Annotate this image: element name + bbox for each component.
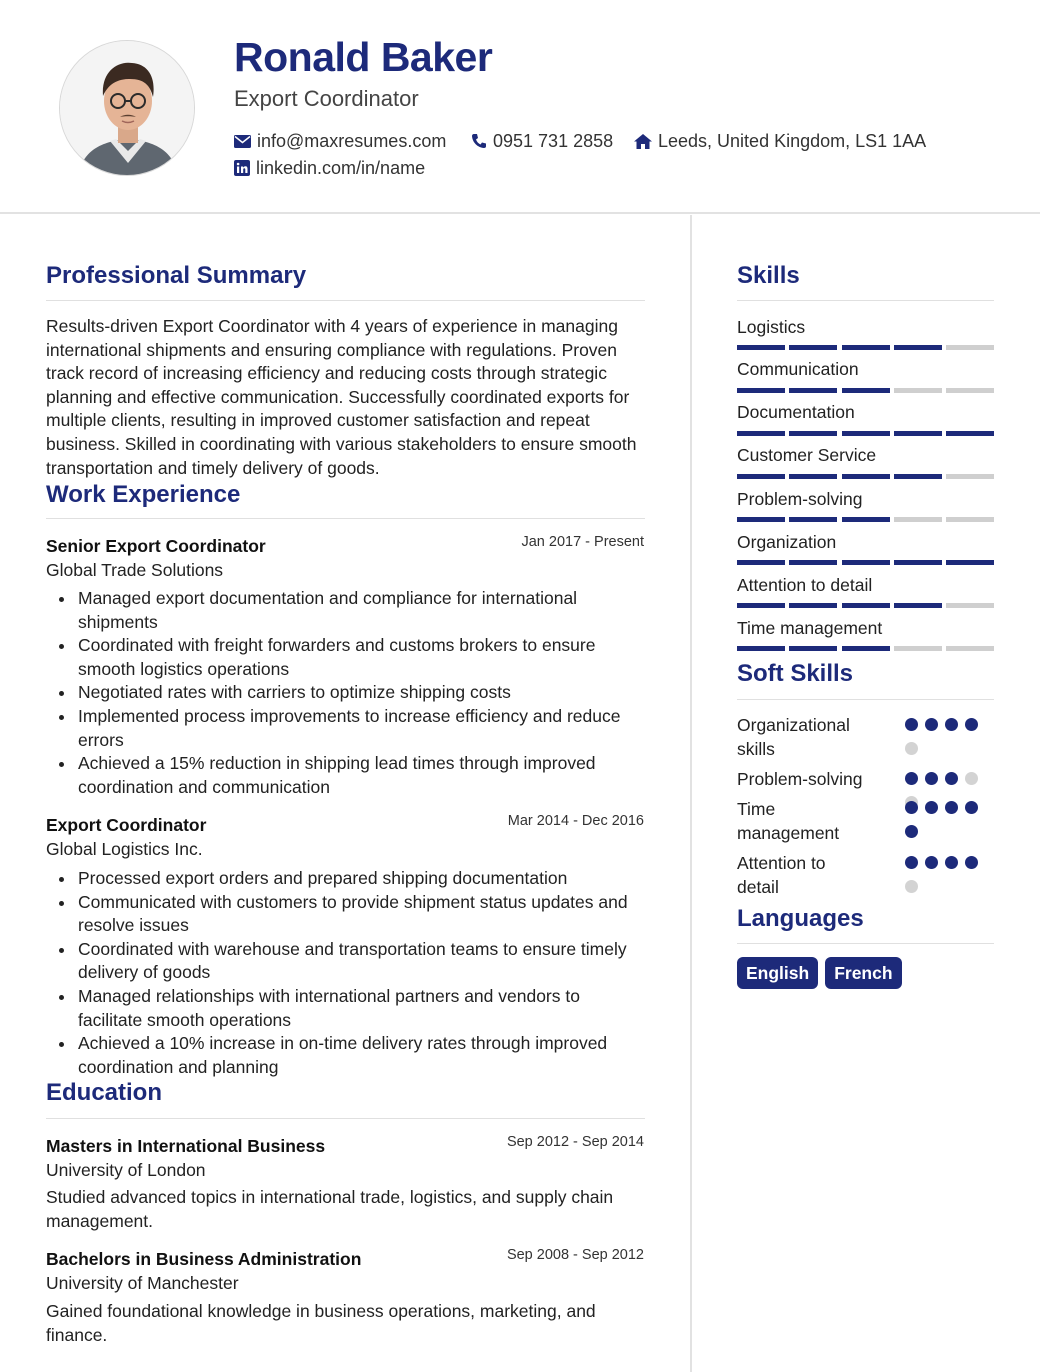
skill-bar-segment	[894, 431, 942, 436]
rating-dot	[965, 772, 978, 785]
language-badges	[737, 957, 909, 989]
rating-dot	[925, 772, 938, 785]
list-item: Managed relationships with international partners and vendors to facilitate smooth operations	[46, 985, 646, 1032]
skill-bar-segment	[894, 345, 942, 350]
list-item: Coordinated with warehouse and transportation teams to ensure timely delivery of goods	[46, 938, 646, 985]
rating-dot	[925, 856, 938, 869]
soft-skill-name: Problem-solving	[737, 769, 863, 789]
resume-header	[0, 0, 1040, 214]
skill-bar-segment	[789, 603, 837, 608]
language-badge: French	[825, 957, 901, 989]
list-item: Achieved a 10% increase in on-time delivery rates through improved coordination and planning	[46, 1032, 646, 1079]
degree-school-2: University of Manchester	[46, 1273, 239, 1293]
skill-name: Documentation	[737, 402, 855, 422]
skill-name: Organization	[737, 532, 837, 552]
rating-dot	[945, 856, 958, 869]
contact-email[interactable]	[234, 130, 446, 152]
summary-text: Results-driven Export Coordinator with 4 years of experience in managing international shipments and ensuring compliance with regulations. Proven track record of increasing efficiency and reducing costs through strategic planning and effective communication. Successfully coordinated exports for multiple clients, resulting in improved customer satisfaction and repeat business. Skilled in coordinating with various stakeholders to ensure smooth transportation and timely delivery of goods.	[46, 316, 637, 478]
skills-heading: Skills	[737, 262, 800, 289]
linkedin-text: linkedin.com/in/name	[256, 158, 426, 178]
rating-dot	[965, 856, 978, 869]
skill-bar-segment	[842, 646, 890, 651]
skill-name: Customer Service	[737, 445, 877, 465]
skill-bar-segment	[842, 431, 890, 436]
degree-dates-2: Sep 2008 - Sep 2012	[506, 1247, 644, 1263]
phone-icon	[471, 133, 487, 149]
contact-location	[634, 130, 926, 152]
job-bullets-1	[46, 587, 646, 799]
email-text: info@maxresumes.com	[257, 131, 447, 151]
skill-bar-segment	[842, 517, 890, 522]
contact-phone[interactable]	[471, 130, 613, 152]
rating-dot	[945, 801, 958, 814]
skills-rule	[737, 300, 994, 301]
skill-name: Attention to detail	[737, 575, 873, 595]
profile-photo	[59, 40, 195, 176]
skill-bar-segment	[894, 474, 942, 479]
rating-dot	[905, 718, 918, 731]
list-item: Implemented process improvements to increase efficiency and reduce errors	[46, 705, 646, 752]
skill-bar-segment	[946, 474, 994, 479]
envelope-icon	[234, 135, 251, 148]
home-icon	[634, 134, 652, 149]
soft-skill-rating	[905, 856, 985, 904]
skill-bar-segment	[946, 560, 994, 565]
skill-bar-segment	[737, 388, 785, 393]
location-text: Leeds, United Kingdom, LS1 1AA	[658, 131, 927, 151]
skill-bar-segment	[946, 603, 994, 608]
rating-dot	[965, 718, 978, 731]
linkedin-icon	[234, 160, 250, 176]
skill-bar-segment	[789, 345, 837, 350]
skill-bar-segment	[737, 603, 785, 608]
summary-heading: Professional Summary	[46, 262, 307, 289]
experience-heading: Work Experience	[46, 481, 241, 508]
rating-dot	[925, 718, 938, 731]
degree-dates-1: Sep 2012 - Sep 2014	[506, 1134, 644, 1150]
skill-level-bar	[737, 603, 994, 608]
soft-skill-name: Time management	[737, 799, 840, 843]
list-item: Achieved a 15% reduction in shipping lead times through improved coordination and communication	[46, 752, 646, 799]
soft-skill-name: Organizational skills	[737, 715, 850, 759]
skill-level-bar	[737, 560, 994, 565]
skill-name: Logistics	[737, 317, 806, 337]
skill-bar-segment	[946, 646, 994, 651]
rating-dot	[905, 880, 918, 893]
skill-bar-segment	[946, 388, 994, 393]
skill-bar-segment	[789, 517, 837, 522]
list-item: Coordinated with freight forwarders and customs brokers to ensure smooth logistics operations	[46, 634, 646, 681]
rating-dot	[945, 718, 958, 731]
skill-bar-segment	[894, 603, 942, 608]
education-heading: Education	[46, 1079, 163, 1106]
skill-level-bar	[737, 646, 994, 651]
skill-bar-segment	[894, 388, 942, 393]
skill-name: Communication	[737, 359, 859, 379]
job-dates-2: Mar 2014 - Dec 2016	[507, 813, 644, 829]
job-dates-1: Jan 2017 - Present	[521, 534, 644, 550]
summary-rule	[46, 300, 645, 301]
skill-level-bar	[737, 388, 994, 393]
skill-bar-segment	[894, 517, 942, 522]
column-divider	[690, 215, 692, 1372]
skill-level-bar	[737, 431, 994, 436]
skill-bar-segment	[842, 474, 890, 479]
candidate-title: Export Coordinator	[234, 86, 419, 111]
skill-bar-segment	[737, 431, 785, 436]
job-title-2: Export Coordinator	[46, 815, 207, 835]
skill-bar-segment	[737, 517, 785, 522]
skill-bar-segment	[894, 560, 942, 565]
skill-bar-segment	[789, 560, 837, 565]
soft-skills-heading: Soft Skills	[737, 660, 854, 687]
skill-bar-segment	[789, 431, 837, 436]
skill-bar-segment	[789, 388, 837, 393]
skill-bar-segment	[842, 345, 890, 350]
job-bullets-2	[46, 867, 646, 1079]
rating-dot	[905, 742, 918, 755]
contact-linkedin[interactable]	[234, 157, 425, 179]
degree-description-1: Studied advanced topics in international trade, logistics, and supply chain management.	[46, 1187, 614, 1231]
skill-bar-segment	[842, 603, 890, 608]
skill-level-bar	[737, 517, 994, 522]
skill-bar-segment	[737, 646, 785, 651]
job-company-1: Global Trade Solutions	[46, 560, 224, 580]
rating-dot	[905, 772, 918, 785]
language-badge: English	[737, 957, 818, 989]
rating-dot	[925, 801, 938, 814]
skill-bar-segment	[946, 517, 994, 522]
job-title-1: Senior Export Coordinator	[46, 536, 266, 556]
languages-rule	[737, 943, 994, 944]
degree-school-1: University of London	[46, 1160, 206, 1180]
languages-heading: Languages	[737, 905, 864, 932]
soft-skill-rating	[905, 801, 985, 849]
skill-level-bar	[737, 474, 994, 479]
rating-dot	[905, 801, 918, 814]
skill-name: Problem-solving	[737, 489, 863, 509]
skill-bar-segment	[946, 431, 994, 436]
soft-skills-rule	[737, 699, 994, 700]
experience-rule	[46, 518, 645, 519]
skill-bar-segment	[842, 560, 890, 565]
list-item: Communicated with customers to provide shipment status updates and resolve issues	[46, 891, 646, 938]
skill-bar-segment	[789, 474, 837, 479]
degree-title-2: Bachelors in Business Administration	[46, 1249, 362, 1269]
skill-name: Time management	[737, 618, 883, 638]
education-rule	[46, 1118, 645, 1119]
phone-text: 0951 731 2858	[493, 131, 614, 151]
skill-bar-segment	[789, 646, 837, 651]
degree-description-2: Gained foundational knowledge in business operations, marketing, and finance.	[46, 1301, 596, 1345]
skill-level-bar	[737, 345, 994, 350]
skill-bar-segment	[894, 646, 942, 651]
rating-dot	[945, 772, 958, 785]
list-item: Negotiated rates with carriers to optimize shipping costs	[46, 681, 646, 705]
list-item: Managed export documentation and compliance for international shipments	[46, 587, 646, 634]
skill-bar-segment	[946, 345, 994, 350]
rating-dot	[965, 801, 978, 814]
job-company-2: Global Logistics Inc.	[46, 839, 203, 859]
skill-bar-segment	[737, 560, 785, 565]
soft-skill-rating	[905, 718, 985, 766]
list-item: Processed export orders and prepared shipping documentation	[46, 867, 646, 891]
candidate-name: Ronald Baker	[234, 34, 493, 80]
soft-skill-name: Attention to detail	[737, 853, 826, 897]
skill-bar-segment	[737, 345, 785, 350]
skill-bar-segment	[737, 474, 785, 479]
rating-dot	[905, 856, 918, 869]
rating-dot	[905, 825, 918, 838]
degree-title-1: Masters in International Business	[46, 1136, 326, 1156]
skill-bar-segment	[842, 388, 890, 393]
